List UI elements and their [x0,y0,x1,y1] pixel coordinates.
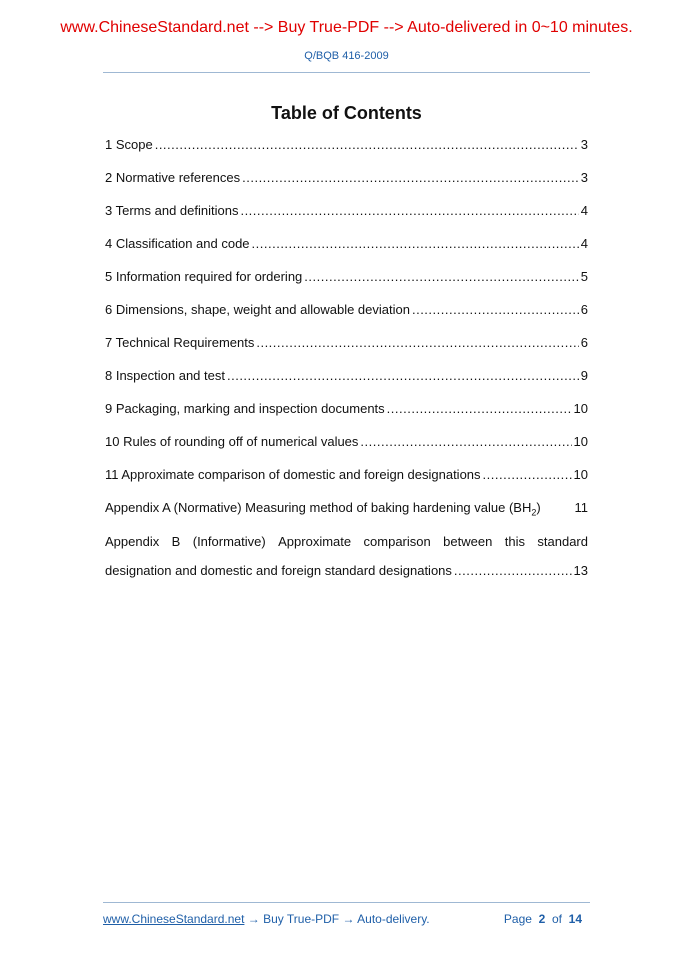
appendix-b-line2 [105,556,588,585]
footer-delivery-text: Auto-delivery. [357,912,430,926]
toc-entry-page: 10 [573,401,588,416]
appendix-a-close: ) [536,500,541,515]
appendix-b-word: B [171,534,181,549]
toc-entry-page: 6 [580,335,588,350]
toc-entry-classification[interactable] [105,234,588,267]
footer-promo [103,912,430,926]
dot-leader [252,234,579,254]
dot-leader [155,135,579,155]
toc-entry-scope[interactable] [105,135,588,168]
dot-leader [227,366,579,386]
header-rule [103,72,590,73]
appendix-b-word: comparison [363,534,431,549]
toc-entry-label: 7 Technical Requirements [105,335,255,350]
arrow-right-icon: → [342,912,355,926]
page-indicator [504,912,582,926]
toc-entry-designation-comparison[interactable] [105,465,588,498]
dot-leader [360,432,571,452]
dot-leader [387,399,572,419]
appendix-b-word: this [504,534,525,549]
toc-entry-rounding[interactable] [105,432,588,465]
dot-leader [304,267,578,287]
toc-entry-label: 5 Information required for ordering [105,269,303,284]
toc-entry-page: 10 [573,434,588,449]
toc-entry-label: 11 Approximate comparison of domestic and foreign designations [105,467,481,482]
toc-entry-page: 4 [580,203,588,218]
footer-rule [103,902,590,903]
toc-entry-page: 5 [580,269,588,284]
toc-entry-label: 3 Terms and definitions [105,203,239,218]
dot-leader [240,201,578,221]
appendix-b-word: between [443,534,493,549]
toc-entry-inspection-test[interactable] [105,366,588,399]
toc-entry-label: designation and domestic and foreign standard designations [105,563,452,578]
page-total: 14 [568,912,582,926]
arrow-right-icon: → [247,912,260,926]
footer-site-link[interactable]: www.ChineseStandard.net [103,912,245,926]
toc-entry-page: 3 [580,137,588,152]
toc-title: Table of Contents [271,103,422,123]
toc-entry-page: 13 [573,563,588,578]
page-word: Page [503,912,532,926]
dot-leader [242,168,579,188]
appendix-a-text: Appendix A (Normative) Measuring method of baking hardening value (BH [105,500,532,515]
promo-banner[interactable]: www.ChineseStandard.net --> Buy True-PDF --> Auto-delivered in 0~10 minutes. [60,19,633,36]
appendix-b-word: (Informative) [192,534,266,549]
toc-entry-label [105,498,541,523]
footer-buy-text: Buy True-PDF [263,912,340,926]
toc-entry-label: 1 Scope [105,137,153,152]
toc-entry-page: 3 [580,170,588,185]
toc-entry-page: 11 [574,500,588,515]
dot-leader [454,556,572,585]
toc-entry-label: 9 Packaging, marking and inspection documents [105,401,385,416]
toc-entry-ordering-info[interactable] [105,267,588,300]
page-number: 2 [538,912,546,926]
toc-entry-label: 8 Inspection and test [105,368,225,383]
toc-entry-page: 10 [573,467,588,482]
toc-entry-dimensions[interactable] [105,300,588,333]
appendix-b-word: standard [537,534,588,549]
toc-entry-label: 10 Rules of rounding off of numerical values [105,434,359,449]
appendix-b-line1 [105,527,588,556]
toc-entry-technical-requirements[interactable] [105,333,588,366]
dot-leader [256,333,578,353]
document-id: Q/BQB 416-2009 [304,50,389,62]
appendix-a-subscript: 2 [531,507,537,518]
toc-entry-appendix-b[interactable] [105,527,588,585]
toc-entry-page: 6 [580,302,588,317]
appendix-b-word: Approximate [278,534,352,549]
toc-entry-label: 2 Normative references [105,170,241,185]
toc-entry-label: 4 Classification and code [105,236,250,251]
toc-entry-page: 4 [580,236,588,251]
toc-entry-label: 6 Dimensions, shape, weight and allowable deviation [105,302,410,317]
of-word: of [551,912,562,926]
toc-entry-terms-definitions[interactable] [105,201,588,234]
toc-entry-normative-references[interactable] [105,168,588,201]
dot-leader [412,300,579,320]
table-of-contents [105,135,588,585]
dot-leader [483,465,572,485]
toc-entry-packaging[interactable] [105,399,588,432]
toc-entry-page: 9 [580,368,588,383]
appendix-b-word: Appendix [105,534,160,549]
